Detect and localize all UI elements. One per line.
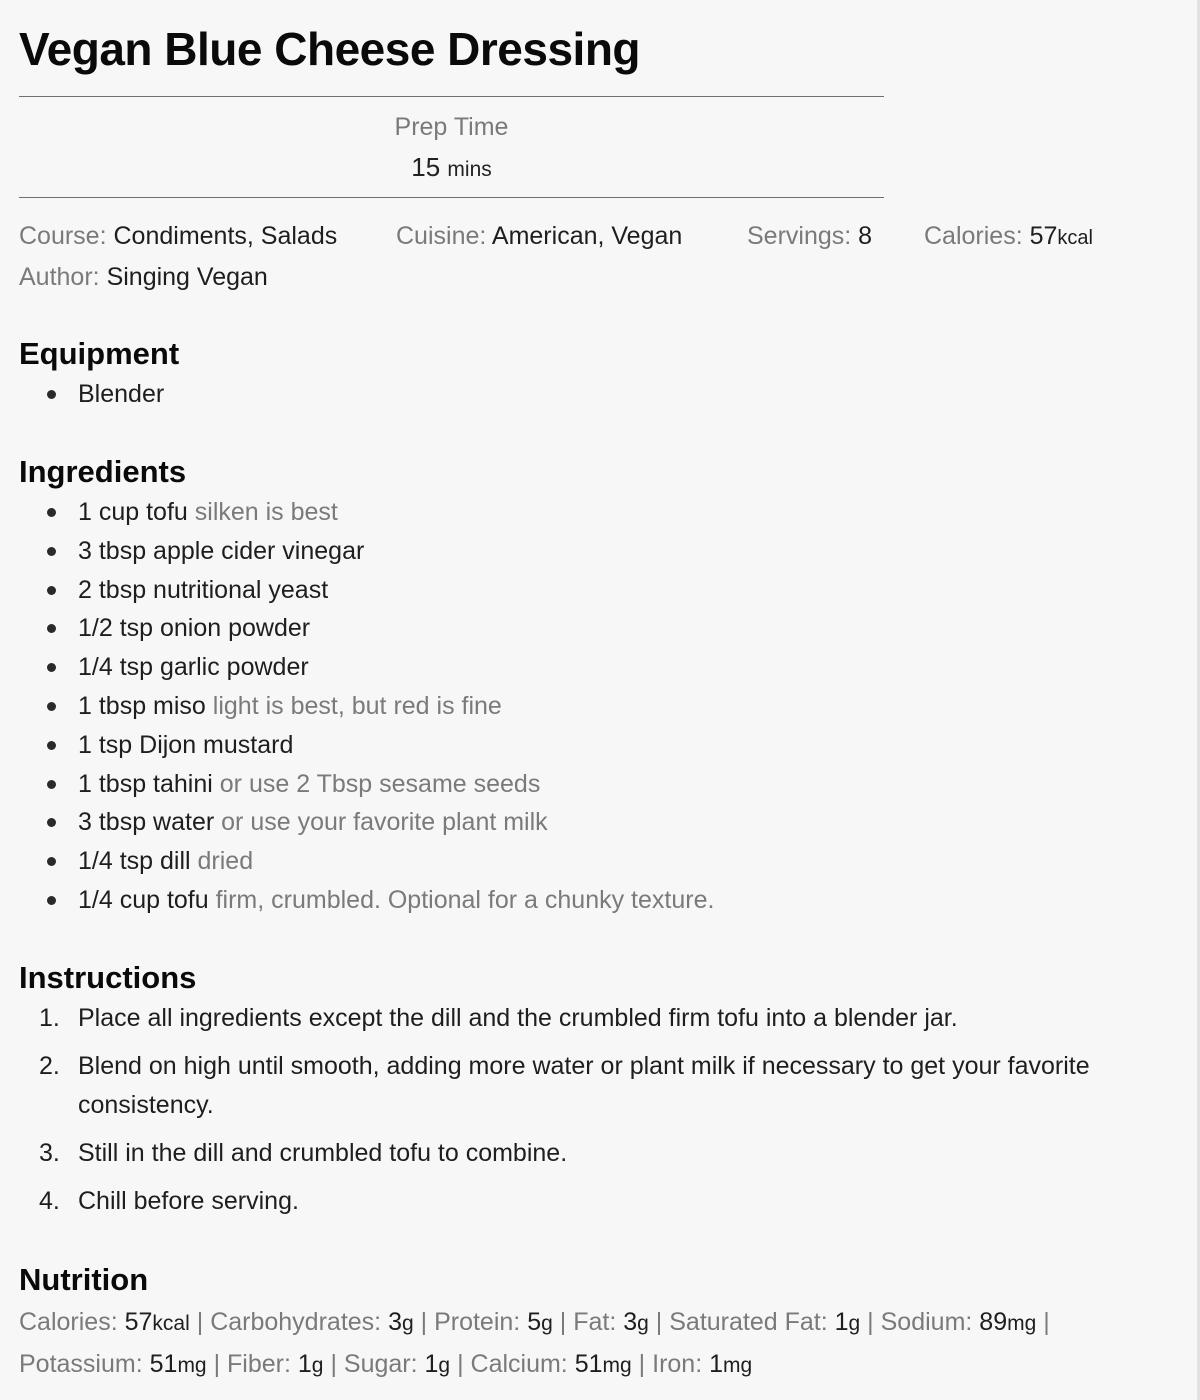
nutrition-potassium — [19, 1350, 207, 1378]
nutrition-saturated-fat-unit: g — [848, 1312, 861, 1335]
meta-cuisine-value: American, Vegan — [491, 222, 683, 250]
nutrition-carbohydrates-label: Carbohydrates: — [210, 1308, 382, 1336]
ingredient-item — [19, 803, 714, 842]
meta-calories-label: Calories: — [924, 222, 1023, 250]
nutrition-protein-label: Protein: — [434, 1308, 521, 1336]
nutrition-separator: | — [867, 1308, 874, 1336]
meta-servings — [747, 222, 872, 251]
nutrition-saturated-fat — [669, 1308, 860, 1336]
nutrition-calcium-value: 51 — [574, 1350, 603, 1378]
nutrition-sugar — [344, 1350, 450, 1378]
step-number: 1. — [39, 1004, 60, 1032]
nutrition-fiber-unit: g — [311, 1354, 324, 1377]
nutrition-calcium-label: Calcium: — [470, 1350, 568, 1378]
ingredient-note: silken is best — [194, 498, 338, 526]
nutrition-protein-value: 5 — [527, 1308, 542, 1336]
nutrition-separator: | — [1043, 1308, 1050, 1336]
ingredient-note: or use 2 Tbsp sesame seeds — [219, 769, 541, 798]
nutrition-saturated-fat-label: Saturated Fat: — [669, 1308, 828, 1336]
ingredient-item — [19, 532, 714, 571]
equipment-item-label: Blender — [78, 380, 165, 408]
ingredient-text: 3 tbsp water — [78, 808, 215, 837]
ingredient-item — [19, 493, 714, 532]
bullet-icon — [47, 547, 56, 556]
nutrition-separator: | — [213, 1350, 221, 1378]
meta-author-value: Singing Vegan — [106, 263, 268, 291]
nutrition-separator: | — [559, 1308, 567, 1336]
ingredient-text: 1/4 tsp garlic powder — [78, 653, 309, 682]
prep-time-box — [19, 96, 884, 198]
ingredient-item — [19, 726, 714, 765]
bullet-icon — [47, 741, 56, 750]
meta-cuisine — [396, 222, 682, 251]
nutrition-calcium — [471, 1350, 632, 1378]
nutrition-saturated-fat-value: 1 — [834, 1308, 849, 1336]
nutrition-protein-unit: g — [541, 1312, 553, 1335]
meta-author-label: Author: — [19, 263, 100, 291]
step-number: 2. — [39, 1052, 60, 1080]
ingredient-text: 1/2 tsp onion powder — [78, 614, 311, 643]
step-text: Place all ingredients except the dill and the crumbled firm tofu into a blender jar. — [78, 1004, 958, 1032]
ingredient-text: 2 tbsp nutritional yeast — [78, 575, 329, 604]
meta-course-value: Condiments, Salads — [113, 222, 338, 250]
nutrition-sugar-value: 1 — [424, 1350, 439, 1378]
step-number: 3. — [39, 1139, 60, 1167]
equipment-heading: Equipment — [19, 336, 180, 371]
meta-cuisine-label: Cuisine: — [396, 222, 487, 250]
nutrition-sodium-value: 89 — [979, 1308, 1008, 1336]
nutrition-sugar-label: Sugar: — [343, 1350, 418, 1378]
ingredient-item — [19, 842, 714, 881]
nutrition-calories — [19, 1308, 190, 1336]
nutrition-separator: | — [638, 1350, 646, 1378]
meta-servings-label: Servings: — [747, 222, 852, 250]
nutrition-fat-label: Fat: — [573, 1308, 617, 1336]
prep-time-value — [19, 152, 884, 183]
bullet-icon — [47, 390, 56, 399]
ingredients-list — [19, 493, 714, 920]
nutrition-heading: Nutrition — [19, 1262, 149, 1297]
nutrition-iron-value: 1 — [709, 1350, 724, 1378]
nutrition-separator: | — [655, 1308, 663, 1336]
instruction-step — [19, 999, 1149, 1038]
step-text: Still in the dill and crumbled tofu to combine. — [78, 1139, 568, 1167]
nutrition-fiber-value: 1 — [297, 1350, 312, 1378]
nutrition-sodium — [881, 1308, 1037, 1336]
bullet-icon — [47, 896, 56, 905]
nutrition-potassium-unit: mg — [177, 1354, 207, 1377]
instructions-heading: Instructions — [19, 960, 197, 995]
nutrition-separator: | — [457, 1350, 464, 1378]
bullet-icon — [47, 780, 56, 789]
meta-calories — [924, 222, 1093, 251]
ingredient-text: 1 tsp Dijon mustard — [78, 730, 294, 759]
nutrition-iron-label: Iron: — [652, 1350, 703, 1378]
ingredient-text: 1 tbsp tahini — [78, 769, 213, 798]
meta-course — [19, 222, 337, 251]
ingredient-item — [19, 609, 714, 648]
recipe-title: Vegan Blue Cheese Dressing — [19, 23, 641, 75]
bullet-icon — [47, 508, 56, 517]
bullet-icon — [47, 818, 56, 827]
nutrition-calories-unit: kcal — [152, 1312, 190, 1335]
nutrition-iron — [652, 1350, 752, 1378]
meta-calories-value: 57 — [1029, 222, 1058, 250]
nutrition-calories-value: 57 — [124, 1308, 153, 1336]
step-number: 4. — [39, 1187, 60, 1215]
ingredient-note: dried — [197, 847, 254, 876]
meta-author — [19, 263, 268, 292]
ingredient-note: or use your favorite plant milk — [221, 808, 548, 837]
ingredient-item — [19, 881, 714, 920]
nutrition-sugar-unit: g — [438, 1354, 451, 1377]
equipment-item — [19, 375, 164, 414]
step-text: Blend on high until smooth, adding more water or plant milk if necessary to get your favorite consistency. — [78, 1052, 1090, 1119]
prep-time-unit: mins — [447, 158, 492, 181]
nutrition-protein — [434, 1308, 553, 1336]
ingredient-item — [19, 687, 714, 726]
prep-time-label: Prep Time — [394, 113, 509, 141]
step-text: Chill before serving. — [78, 1187, 299, 1215]
nutrition-potassium-value: 51 — [149, 1350, 178, 1378]
nutrition-fat — [573, 1308, 649, 1336]
ingredient-note: firm, crumbled. Optional for a chunky texture. — [215, 885, 715, 914]
nutrition-carbohydrates-value: 3 — [388, 1308, 402, 1336]
nutrition-sodium-label: Sodium: — [880, 1308, 973, 1336]
bullet-icon — [47, 624, 56, 633]
nutrition-iron-unit: mg — [723, 1354, 753, 1377]
ingredient-text: 1 tbsp miso — [78, 691, 206, 720]
nutrition-carbohydrates — [210, 1308, 413, 1336]
instruction-step — [19, 1182, 1149, 1221]
prep-time-number: 15 — [411, 152, 441, 182]
ingredient-item — [19, 571, 714, 610]
nutrition-fiber — [227, 1350, 323, 1378]
nutrition-fat-value: 3 — [623, 1308, 638, 1336]
ingredient-text: 1/4 tsp dill — [78, 847, 191, 876]
bullet-icon — [47, 702, 56, 711]
nutrition-carbohydrates-unit: g — [401, 1312, 414, 1335]
instruction-step — [19, 1047, 1149, 1125]
bullet-icon — [47, 857, 56, 866]
nutrition-calories-label: Calories: — [19, 1308, 118, 1336]
nutrition-potassium-label: Potassium: — [19, 1350, 143, 1378]
meta-calories-unit: kcal — [1057, 227, 1093, 249]
nutrition-fat-unit: g — [637, 1312, 649, 1335]
nutrition-calcium-unit: mg — [602, 1354, 632, 1377]
ingredient-text: 1 cup tofu — [78, 498, 188, 526]
ingredient-item — [19, 648, 714, 687]
equipment-list — [19, 375, 164, 414]
meta-servings-value: 8 — [858, 222, 873, 250]
bullet-icon — [47, 663, 56, 672]
nutrition-sodium-unit: mg — [1007, 1312, 1037, 1335]
nutrition-separator: | — [330, 1350, 337, 1378]
nutrition-separator: | — [196, 1308, 204, 1336]
nutrition-facts — [19, 1302, 1169, 1386]
ingredients-heading: Ingredients — [19, 454, 187, 489]
ingredient-item — [19, 765, 714, 804]
instruction-step — [19, 1134, 1149, 1173]
bullet-icon — [47, 586, 56, 595]
ingredient-text: 1/4 cup tofu — [78, 885, 209, 914]
nutrition-fiber-label: Fiber: — [227, 1350, 291, 1378]
ingredient-text: 3 tbsp apple cider vinegar — [78, 536, 365, 565]
nutrition-separator: | — [420, 1308, 428, 1336]
ingredient-note: light is best, but red is fine — [212, 691, 502, 720]
meta-course-label: Course: — [19, 222, 107, 250]
